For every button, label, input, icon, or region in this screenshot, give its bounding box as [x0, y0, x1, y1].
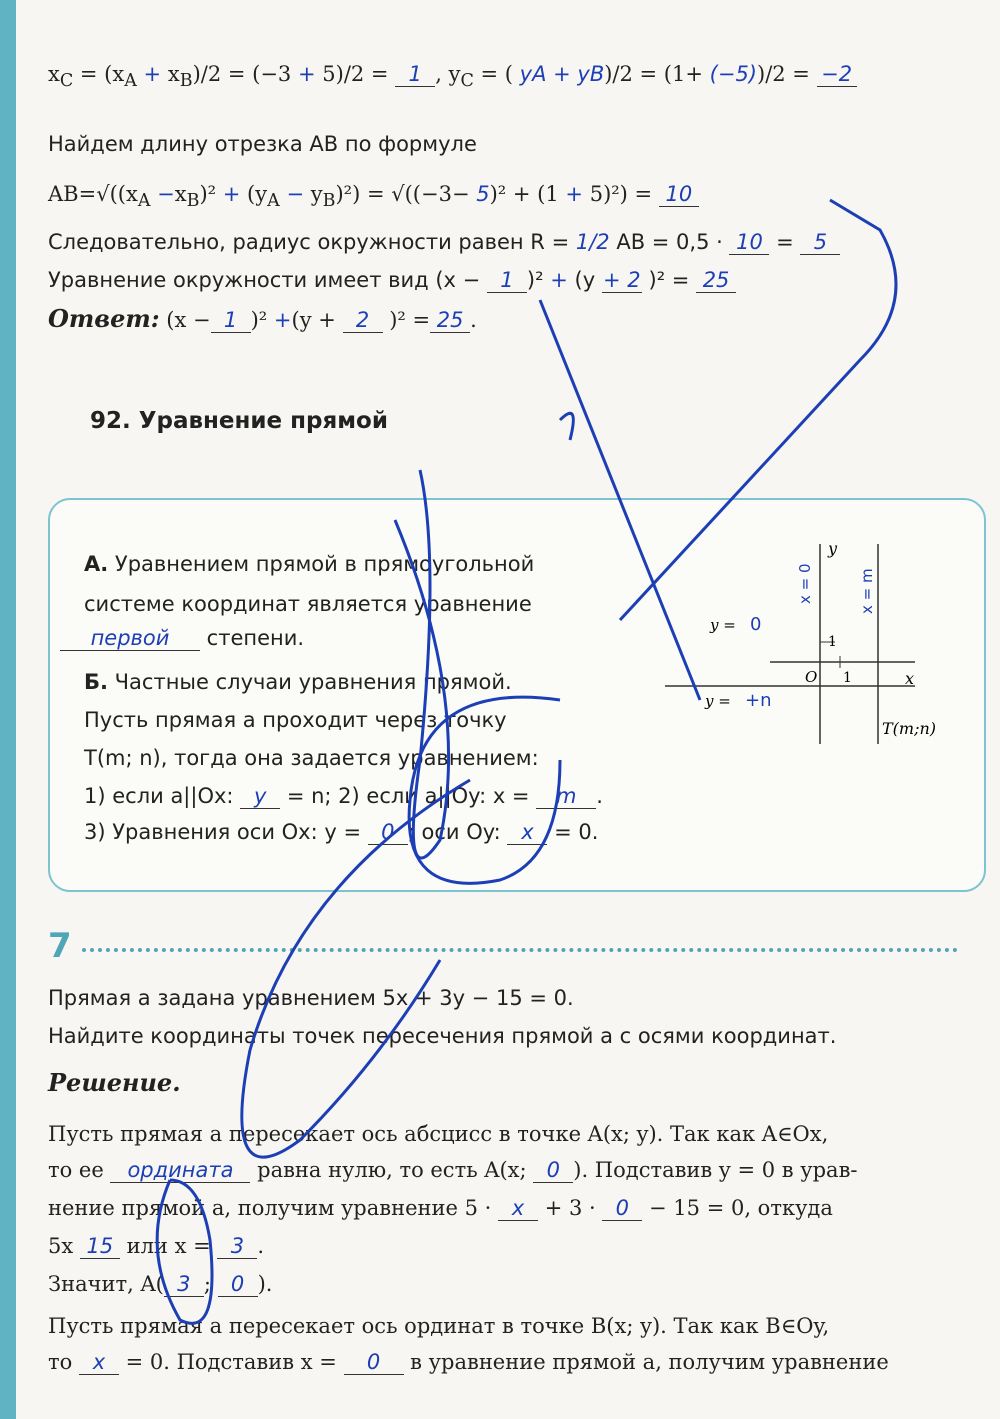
coordinate-graph: [650, 534, 950, 764]
radius-line: Следовательно, радиус окружности равен R = 1/2 AB = 0,5 · 10 = 5: [48, 230, 840, 255]
rules-box: [48, 498, 986, 892]
solution-label: Решение.: [48, 1068, 181, 1097]
solution-line-6: Пусть прямая a пересекает ось ординат в точке B(x; y). Так как B∈Oy,: [48, 1314, 830, 1338]
section-title: 92. Уравнение прямой: [90, 408, 388, 434]
graph-y-n-label: y =: [705, 692, 731, 710]
ink-stroke-7: [560, 413, 573, 440]
task-7-header: [48, 926, 958, 966]
solution-line-4: 5x 15 или x = 3 .: [48, 1234, 265, 1258]
rule-b-line3: T(m; n), тогда она задается уравнением:: [84, 746, 539, 770]
page-edge-strip: [0, 0, 16, 1419]
ab-length-heading: Найдем длину отрезка АВ по формуле: [48, 132, 477, 156]
rule-b-line1: Б. Частные случаи уравнения прямой.: [84, 670, 512, 694]
graph-one-y: 1: [828, 634, 837, 650]
rule-b-axes: 3) Уравнения оси Ox: y = 0 ; оси Oy: x = 0.: [84, 820, 599, 844]
rule-b-cases: 1) если a||Ox: y = n; 2) если a||Oy: x = m .: [84, 784, 603, 808]
xc-yc-formula: $x_C = (x_A + x_B)/2 = (-3 + 5)/2 = 1$ , $y_C$ = ( yA + yB)/2 = (1+ (−5))/2 = −2: [48, 62, 857, 91]
graph-y-zero-label: y =: [710, 616, 736, 634]
rule-a-line3: первой степени.: [60, 626, 304, 651]
circle-equation-line: Уравнение окружности имеет вид (x − 1 )² + (y + 2 )² = 25: [48, 268, 736, 293]
graph-y-label: y: [828, 539, 838, 558]
graph-y-n-hw: +n: [745, 690, 772, 711]
graph-one-x: 1: [843, 670, 852, 686]
solution-line-1: Пусть прямая a пересекает ось абсцисс в точке A(x; y). Так как A∈Ox,: [48, 1122, 829, 1146]
task-statement-1: Прямая a задана уравнением 5x + 3y − 15 = 0.: [48, 986, 574, 1010]
task-number: 7: [48, 926, 72, 966]
graph-origin-label: O: [805, 668, 818, 686]
graph-x-m-label: x = m: [858, 568, 876, 614]
solution-line-2: то ее ордината равна нулю, то есть A(x; 0 ). Подставив y = 0 в урав-: [48, 1158, 858, 1182]
ab-formula: $AB=√((x_A -x_B)^2 + (y_A - y_B)^2) = √((-3- 5)^2 + (1 + 5)^2) = 10$: [48, 182, 699, 211]
graph-t-label: T(m;n): [882, 719, 937, 738]
task-statement-2: Найдите координаты точек пересечения прямой a с осями координат.: [48, 1024, 837, 1048]
rule-a-line2: системе координат является уравнение: [84, 592, 532, 616]
graph-x-label: x: [905, 669, 915, 688]
graph-x-zero-label: x = 0: [796, 563, 814, 604]
rule-b-line2: Пусть прямая a проходит через точку: [84, 708, 507, 732]
rule-a-line1: А. Уравнением прямой в прямоугольной: [84, 552, 535, 576]
solution-line-7: то x = 0. Подставив x = 0 в уравнение прямой a, получим уравнение: [48, 1350, 889, 1374]
solution-line-3: нение прямой a, получим уравнение 5 · x + 3 · 0 − 15 = 0, откуда: [48, 1196, 833, 1220]
graph-y-zero-hw: 0: [750, 614, 762, 635]
solution-line-5: Значит, A( 3 ; 0 ).: [48, 1272, 273, 1296]
answer-label: Ответ:: [48, 304, 160, 333]
dotted-divider: [82, 948, 958, 952]
answer-line: Ответ: (x − 1 )² +(y + 2 )² = 25 .: [48, 304, 477, 333]
